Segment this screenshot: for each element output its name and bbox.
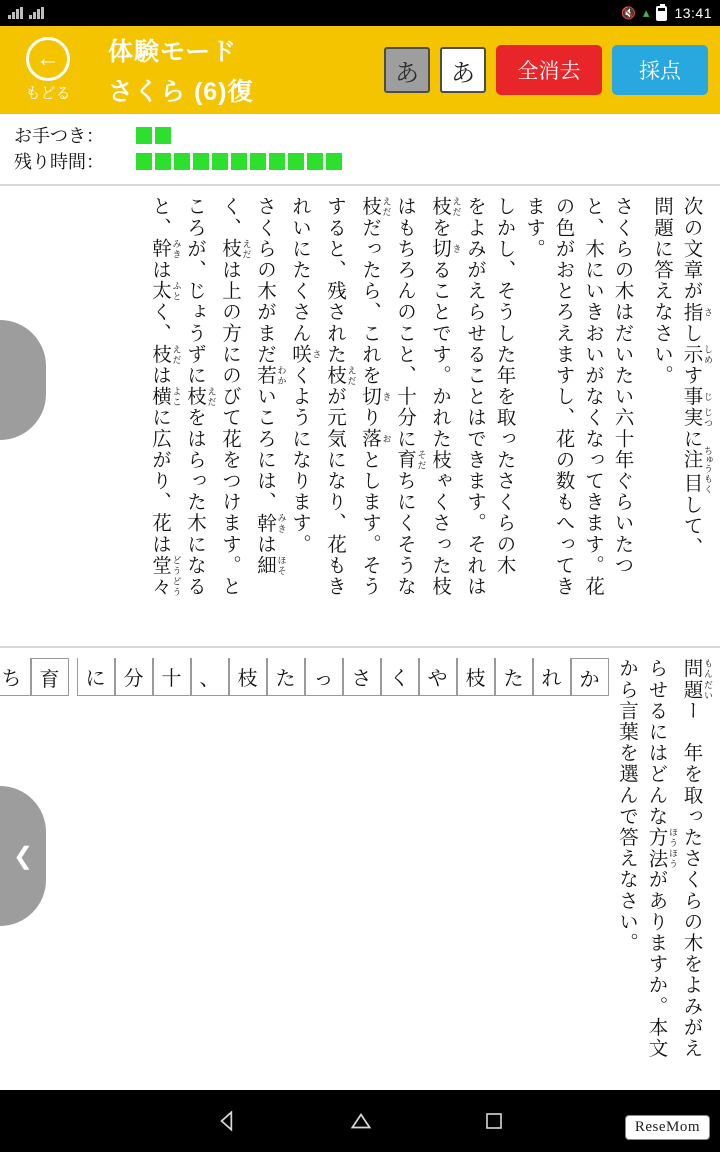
- status-bar-left: [8, 7, 44, 19]
- time-meter: [14, 148, 706, 174]
- choice-tile[interactable]: 分: [115, 658, 153, 696]
- score-button[interactable]: 採点: [612, 45, 708, 95]
- choice-tile[interactable]: ち: [0, 658, 31, 696]
- page-title: [94, 32, 374, 108]
- choice-tile[interactable]: た: [495, 658, 533, 696]
- nav-home-icon[interactable]: [348, 1108, 374, 1134]
- choice-tile-column: [73, 658, 613, 1132]
- watermark: ReseMom: [625, 1115, 710, 1140]
- back-button[interactable]: [12, 37, 84, 103]
- passage-column: はもちろんのこと、十分に育そだちにくそうな: [394, 196, 426, 597]
- passage-column: 問題に答えなさい。: [651, 196, 674, 386]
- passage-column: ます。: [523, 196, 546, 260]
- passage-column: [638, 196, 648, 640]
- question-column: から言葉を選んで答えなさい。: [616, 658, 639, 954]
- page-title-line1: 体験モード: [108, 38, 238, 66]
- passage-column: ころが、じょうずに枝えだをはらった木になる: [184, 196, 216, 597]
- arrow-left-icon: ←: [26, 37, 70, 81]
- status-bar: [0, 0, 720, 26]
- kana-mode-button-2[interactable]: あ: [440, 47, 486, 93]
- passage-column: と、木にいきおいがなくなってきます。花: [582, 196, 605, 597]
- passage-column: さくらの木はだいたい六十年ぐらいたつ: [611, 196, 635, 576]
- question-area: [0, 648, 720, 1138]
- passage-column: 枝えだだったら、これを切きり落おとします。そう: [359, 196, 391, 597]
- choice-tile[interactable]: 枝: [457, 658, 495, 696]
- mistakes-label: お手つき：: [14, 126, 104, 146]
- time-label: 残り時間：: [14, 152, 104, 172]
- time-blocks: [136, 153, 342, 170]
- choice-tile[interactable]: さ: [343, 658, 381, 696]
- system-navbar: [0, 1090, 720, 1152]
- header-actions: [384, 45, 708, 95]
- question-column: らせるにはどんな方法ほうほうがありますか。本文: [645, 658, 677, 1059]
- passage-column: さくらの木がまだ若わかいころには、幹みきは細ほそ: [254, 196, 286, 576]
- choice-tile[interactable]: れ: [533, 658, 571, 696]
- choice-tile[interactable]: く: [381, 658, 419, 696]
- battery-icon: [656, 6, 667, 21]
- chevron-left-icon-2: ❮: [12, 842, 34, 870]
- choice-tile[interactable]: 、: [191, 658, 229, 696]
- passage-column: 次の文章が指さし示しめす事じ実じつに注ちゅう目もくして、: [680, 196, 712, 558]
- passage-column: く、枝えだは上の方にのびて花をつけます。と: [219, 196, 251, 597]
- status-clock: 13:41: [674, 5, 712, 21]
- passage-column: と、幹みきは太ふとく、枝えだは横よこに広がり、花は堂々どうどう: [149, 196, 181, 597]
- signal-bars-icon: [8, 7, 23, 19]
- signal-bars-icon-2: [29, 7, 44, 19]
- choice-tile[interactable]: た: [267, 658, 305, 696]
- app-header: [0, 26, 720, 114]
- reading-passage: [0, 186, 720, 646]
- choice-tile[interactable]: 枝: [229, 658, 267, 696]
- meters: [0, 114, 720, 180]
- page-title-line2: さくら (6)復: [108, 78, 254, 106]
- choice-tile[interactable]: 十: [153, 658, 191, 696]
- passage-column: の色がおとろえますし、花の数もへってき: [552, 196, 576, 597]
- passage-column: しかし、そうした年を取ったさくらの木: [493, 196, 517, 576]
- passage-column: すると、残された枝えだが元気になり、花もき: [324, 196, 356, 597]
- back-button-label: もどる: [25, 85, 71, 102]
- choice-tile[interactable]: 育: [31, 658, 69, 696]
- nav-recents-icon[interactable]: [482, 1109, 506, 1133]
- mistakes-blocks: [136, 127, 171, 144]
- passage-column: れいにたくさん咲さくようになります。: [289, 196, 321, 555]
- status-bar-right: [621, 5, 712, 21]
- mistakes-meter: [14, 122, 706, 148]
- choice-tile[interactable]: に: [77, 658, 115, 696]
- choice-tile[interactable]: か: [571, 658, 609, 696]
- passage-column: 枝えだを切きることです。かれた枝ゃくさった枝: [429, 196, 461, 597]
- mute-icon: 🔇: [620, 6, 636, 20]
- nav-back-icon[interactable]: [214, 1108, 240, 1134]
- choice-tile[interactable]: や: [419, 658, 457, 696]
- choice-tile[interactable]: っ: [305, 658, 343, 696]
- question-column: 問題もんだいー 年を取ったさくらの木をよみがえ: [680, 658, 712, 1059]
- clear-all-button[interactable]: 全消去: [496, 45, 602, 95]
- wifi-icon: ▴: [642, 5, 650, 20]
- kana-mode-button-1[interactable]: あ: [384, 47, 430, 93]
- passage-column: をよみがえらせることはできます。それは: [464, 196, 487, 597]
